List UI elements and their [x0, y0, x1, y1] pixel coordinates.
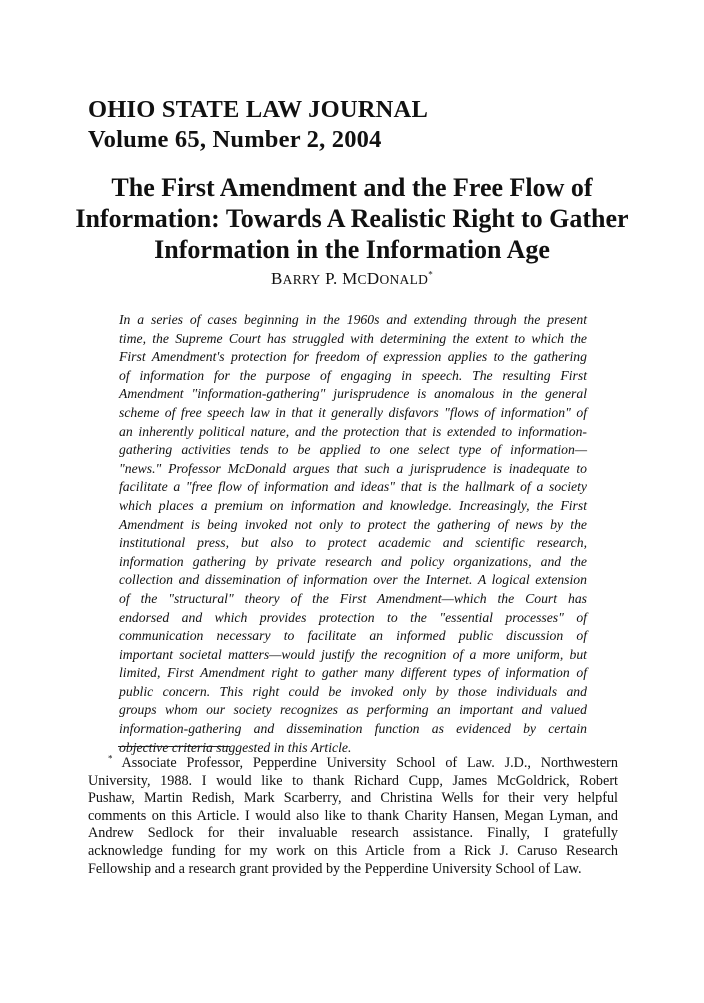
author-middle: P. M	[320, 269, 358, 288]
abstract-line: collection and dissemination of information over the Internet. A logical extension	[119, 572, 587, 588]
journal-volume: Volume 65, Number 2, 2004	[88, 126, 382, 153]
abstract-line: endorsed and which provides protection to the "essential processes" of	[119, 609, 587, 625]
abstract-line: an inherently political nature, and the protection that is extended to information-	[119, 423, 587, 439]
author-last-d: D	[366, 269, 380, 288]
abstract-line: scheme of free speech law in that it generally disfavors "flows of information" of	[119, 404, 587, 420]
journal-header	[88, 95, 428, 155]
abstract-line: which places a premium on information and knowledge. Increasingly, the First	[119, 497, 587, 513]
article-title	[60, 172, 644, 265]
abstract-line: "news." Professor McDonald argues that such a jurisprudence is inadequate to	[119, 460, 587, 476]
footnote-line: Fellowship and a research grant provided by the Pepperdine University School of Law.	[88, 860, 582, 877]
footnote-mark: *	[108, 753, 113, 764]
abstract-line: facilitate a "free flow of information and ideas" that is the hallmark of a society	[119, 479, 587, 495]
abstract-line: communication necessary to facilitate an informed public discussion of	[119, 628, 587, 644]
abstract-line: institutional press, but also to protect academic and scientific research,	[119, 535, 587, 551]
author-initial: B	[271, 269, 283, 288]
author-first-smallcaps: ARRY	[282, 272, 321, 287]
abstract-line: limited, First Amendment right to gather many different types of information of	[119, 665, 587, 681]
abstract-line: important societal matters—would justify the recognition of a more uniform, but	[119, 646, 587, 662]
footnote-divider	[118, 746, 230, 747]
abstract-line: information-gathering and dissemination function as evidenced by certain	[119, 721, 587, 737]
abstract-line: of the "structural" theory of the First Amendment—which the Court has	[119, 590, 587, 606]
abstract-line: Amendment is being invoked not only to protect the gathering of news by the	[119, 516, 587, 532]
footnote-line: Andrew Sedlock for their invaluable research assistance. Finally, I gratefully	[88, 825, 618, 842]
abstract-line: First Amendment's protection for freedom of expression applies to the gathering	[119, 349, 587, 365]
footnote-line: comments on this Article. I would also like to thank Charity Hansen, Megan Lyman, and	[88, 807, 618, 824]
footnote-line: Pushaw, Martin Redish, Mark Scarberry, and Christina Wells for their very helpful	[88, 790, 618, 807]
footnote-line: acknowledge funding for my work on this Article from a Rick J. Caruso Research	[88, 842, 618, 859]
title-line: The First Amendment and the Free Flow of	[111, 173, 593, 202]
abstract-line: time, the Supreme Court has struggled with determining the extent to which the	[119, 330, 587, 346]
author-byline	[60, 269, 644, 289]
abstract-line: of information for the purpose of engaging in speech. The resulting First	[119, 367, 587, 383]
footnote-line: University, 1988. I would like to thank Richard Cupp, James McGoldrick, Robert	[88, 772, 618, 789]
abstract-line: public concern. This right could be invoked only by those individuals and	[119, 683, 587, 699]
author-footnote-mark: *	[428, 269, 433, 280]
author-last-c: C	[357, 272, 367, 287]
abstract-line: information gathering by private research and policy organizations, and the	[119, 553, 587, 569]
abstract-line: gathering activities tends to be applied to one select type of information—	[119, 442, 587, 458]
footnote	[88, 755, 618, 878]
footnote-line	[88, 755, 618, 773]
abstract	[119, 311, 587, 757]
abstract-line: In a series of cases beginning in the 1960s and extending through the present	[119, 312, 587, 327]
author-last-smallcaps: ONALD	[379, 272, 429, 287]
title-line: Information: Towards A Realistic Right to Gather	[75, 204, 629, 233]
abstract-line: Amendment "information-gathering" jurisprudence is anomalous in the general	[119, 386, 587, 402]
title-line: Information in the Information Age	[154, 235, 550, 264]
abstract-line: objective criteria suggested in this Article.	[119, 739, 352, 755]
abstract-line: groups whom our society recognizes as performing an important and valued	[119, 702, 587, 718]
footnote-line-text: Associate Professor, Pepperdine University School of Law. J.D., Northwestern	[112, 755, 618, 771]
journal-name: OHIO STATE LAW JOURNAL	[88, 96, 428, 123]
